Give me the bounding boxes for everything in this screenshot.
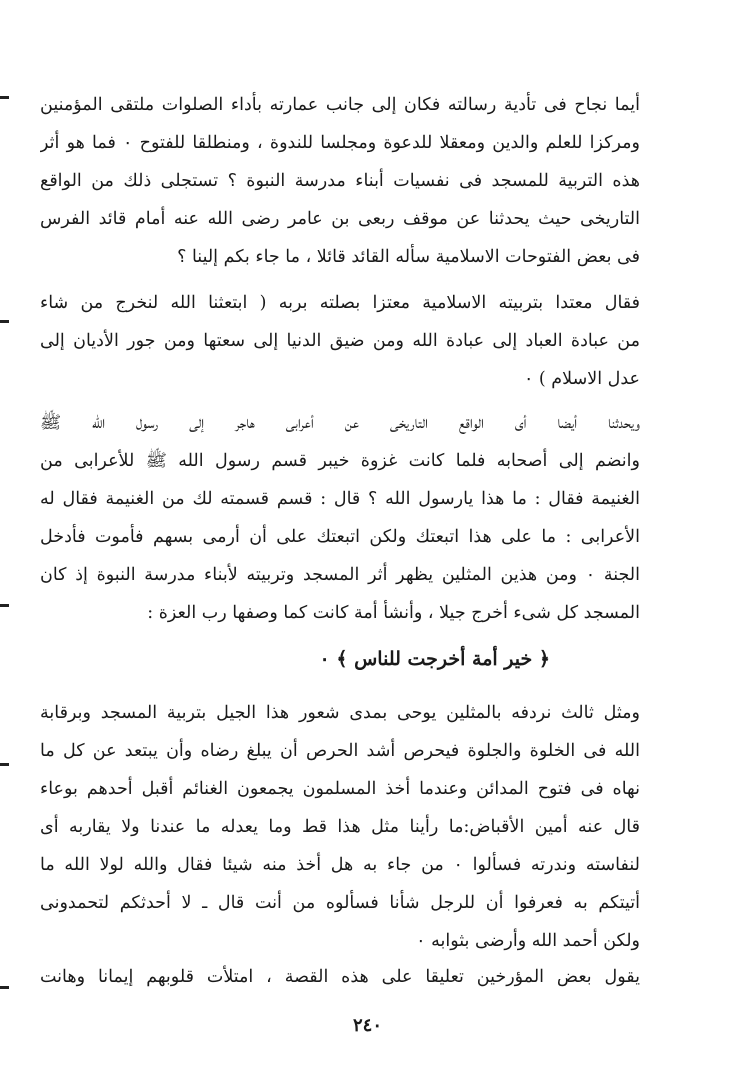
text-line: وانضم إلى أصحابه فلما كانت غزوة خيبر قسم رسول الله ﷺ للأعرابى من [40,451,640,471]
text-line: أتيتكم به فعرفوا أن للرجل شأنا فسألوه من أنت قال ـ لا أحدثكم لتحمدونى [40,893,640,913]
text-line: عدل الاسلام ) ۰ [523,369,640,389]
edge-mark [0,320,9,323]
text-line: ويحدثنا أيضا أى الواقع التاريخى عن أعرابى هاجر إلى رسول الله ﷺ [40,413,640,433]
text-line: نهاه فى فتوح المدائن وعندما أخذ المسلمون يجمعون الغنائم أقبل أحدهم بوعاء [40,779,640,799]
text-line: قال عنه أمين الأقباض:ما رأينا مثل هذا قط وما يعدله ما عندنا ولا يقاربه أى [40,817,640,837]
text-line: ومثل ثالث نردفه بالمثلين يوحى بمدى شعور هذا الجيل بتربية المسجد وبرقابة [40,703,640,723]
text-line: الجنة ۰ ومن هذين المثلين يظهر أثر المسجد وتربيته لأبناء مدرسة النبوة إذ كان [40,565,640,585]
edge-mark [0,604,9,607]
text-line: أيما نجاح فى تأدية رسالته فكان إلى جانب عمارته بأداء الصلوات ملتقى المؤمنين [40,95,640,115]
quran-verse: ﴿ خير أمة أخرجت للناس ﴾ ۰ [319,648,550,670]
text-line: هذه التربية للمسجد فى نفسيات أبناء مدرسة النبوة ؟ تستجلى ذلك من الواقع [40,171,640,191]
text-line: الله فى الخلوة والجلوة فيحرص أشد الحرص أن يبلغ رضاه وأن يبتعد عن كل ما [40,741,640,761]
text-line: الغنيمة فقال : ما هذا يارسول الله ؟ قال : قسم قسمته لك من الغنيمة فقال له [40,489,640,509]
text-line: ومركزا للعلم والدين ومعقلا للدعوة ومجلسا للندوة ، ومنطلقا للفتوح ۰ فما هو أثر [40,133,640,153]
text-line: فى بعض الفتوحات الاسلامية سأله القائد قائلا ، ما جاء بكم إلينا ؟ [177,247,640,267]
text-line: المسجد كل شىء أخرج جيلا ، وأنشأ أمة كانت كما وصفها رب العزة : [147,603,640,623]
text-line: الأعرابى : ما على هذا اتبعتك ولكن اتبعتك على أن أرمى بسهم فأموت فأدخل [40,527,640,547]
edge-mark [0,986,9,989]
text-line: التاريخى حيث يحدثنا عن موقف ربعى بن عامر رضى الله عنه أمام قائد الفرس [40,209,640,229]
text-line: يقول بعض المؤرخين تعليقا على هذه القصة ، امتلأت قلوبهم إيمانا وهانت [40,967,640,987]
text-line: لنفاسته وندرته فسألوا ۰ من جاء به هل أخذ منه شيئا فقال والله لولا الله ما [40,855,640,875]
edge-mark [0,763,9,766]
text-line: فقال معتدا بتربيته الاسلامية معتزا بصلته بربه ( ابتعثنا الله لنخرج من شاء [40,293,640,313]
edge-mark [0,96,9,99]
text-line: ولكن أحمد الله وأرضى بثوابه ۰ [416,931,640,951]
page-number: ٢٤٠ [352,1015,382,1036]
text-line: من عبادة العباد إلى عبادة الله ومن ضيق الدنيا إلى سعتها ومن جور الأديان إلى [40,331,640,351]
